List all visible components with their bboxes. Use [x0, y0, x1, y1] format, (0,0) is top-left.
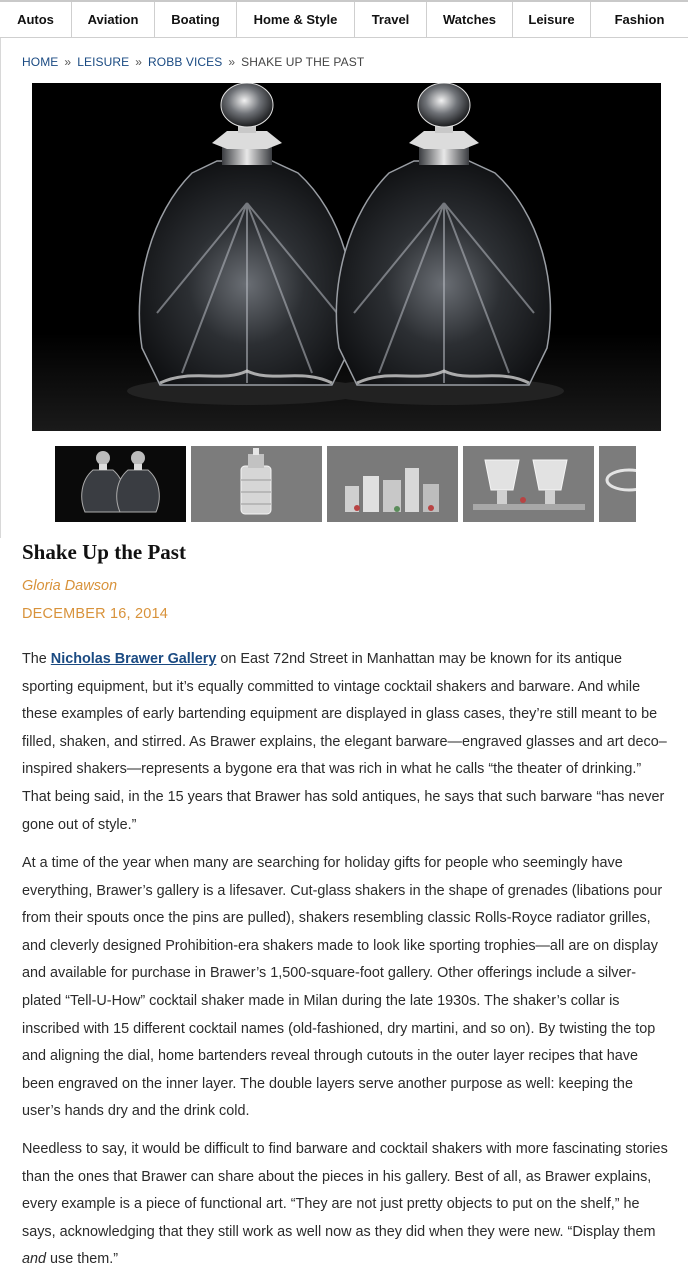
paragraph-text: The: [22, 651, 51, 667]
nav-item-aviation[interactable]: Aviation: [72, 2, 155, 37]
decanters-photo: [32, 83, 661, 431]
breadcrumb-current: SHAKE UP THE PAST: [241, 55, 365, 69]
left-divider: [0, 38, 1, 538]
paragraph-text: use them.”: [46, 1251, 118, 1268]
nav-item-home-style[interactable]: Home & Style: [237, 2, 355, 37]
nav-item-travel[interactable]: Travel: [355, 2, 427, 37]
thumbnail-urns-image: [463, 446, 594, 522]
breadcrumb: [22, 55, 364, 69]
article-title: Shake Up the Past: [22, 540, 186, 564]
breadcrumb-separator: »: [228, 55, 236, 69]
thumbnail-partial-image: [599, 446, 636, 522]
paragraph-text: on East 72nd Street in Manhattan may be known for its antique sporting equipment, but it’s equally committed to vintage cocktail shakers and barware. And while these examples of early bartending equipment are displayed in glass cases, they’re still meant to be filled, shaken, and stirred. As Brawer explains, the elegant barware—engraved glasses and art deco–inspired shakers—represents a bygone era that was rich in what he calls “the theater of drinking.” That being said, in the 15 years that Brawer has sold antiques, he says that such barware “has never gone out of style.”: [22, 651, 667, 833]
article-paragraph-1: [22, 646, 668, 839]
paragraph-text: Needless to say, it would be difficult to find barware and cocktail shakers with more fascinating stories than the ones that Brawer can share about the pieces in his gallery. Best of all, as Brawer explains, every example is a piece of functional art. “They are not just pretty objects to put on the shelf,” he says, acknowledging that they still work as well now as they did when they were new. “Display them: [22, 1141, 668, 1240]
nav-item-leisure[interactable]: Leisure: [513, 2, 591, 37]
nav-item-fashion[interactable]: Fashion: [614, 12, 665, 27]
breadcrumb-home[interactable]: HOME: [22, 55, 59, 69]
nav-item-autos[interactable]: Autos: [0, 2, 72, 37]
breadcrumb-separator: »: [64, 55, 72, 69]
thumbnail-shaker[interactable]: [191, 446, 322, 522]
thumbnail-shaker-image: [191, 446, 322, 522]
thumbnail-partial[interactable]: [599, 446, 636, 522]
breadcrumb-separator: »: [135, 55, 143, 69]
hero-image[interactable]: [32, 83, 661, 431]
emphasis-text: and: [22, 1251, 47, 1268]
gallery-link[interactable]: Nicholas Brawer Gallery: [50, 651, 217, 667]
top-navigation: [0, 0, 688, 38]
thumbnail-decanters[interactable]: [55, 446, 186, 522]
article-date: DECEMBER 16, 2014: [22, 606, 169, 622]
thumbnail-bar-set[interactable]: [327, 446, 458, 522]
thumbnail-bar-set-image: [327, 446, 458, 522]
article-paragraph-3: [22, 1136, 668, 1274]
thumbnail-urns[interactable]: [463, 446, 594, 522]
thumbnail-strip: [55, 446, 636, 522]
breadcrumb-robb-vices[interactable]: ROBB VICES: [148, 55, 223, 69]
article-author[interactable]: Gloria Dawson: [22, 578, 118, 594]
thumbnail-decanters-image: [55, 446, 186, 522]
article-paragraph-2: At a time of the year when many are searching for holiday gifts for people who seemingly have everything, Brawer’s gallery is a lifesaver. Cut-glass shakers in the shape of grenades (libations pour from their spouts once the pins are pulled), shakers resembling classic Rolls-Royce radiator grilles, and cleverly designed Prohibition-era shakers made to look like sporting trophies—all are on display and available for purchase in Brawer’s 1,500-square-foot gallery. Other offerings include a silver-plated “Tell-U-How” cocktail shaker made in Milan during the late 1930s. The shaker’s collar is inscribed with 15 different cocktail names (old-fashioned, dry martini, and so on). By twisting the top and aligning the dial, home bartenders reveal through cutouts in the outer layer recipes that have been engraved on the inner layer. The double layers serve another purpose as well: keeping the user’s hands dry and the drink cold.: [22, 855, 663, 1120]
breadcrumb-leisure[interactable]: LEISURE: [77, 55, 130, 69]
nav-item-watches[interactable]: Watches: [427, 2, 513, 37]
nav-item-boating[interactable]: Boating: [155, 2, 237, 37]
